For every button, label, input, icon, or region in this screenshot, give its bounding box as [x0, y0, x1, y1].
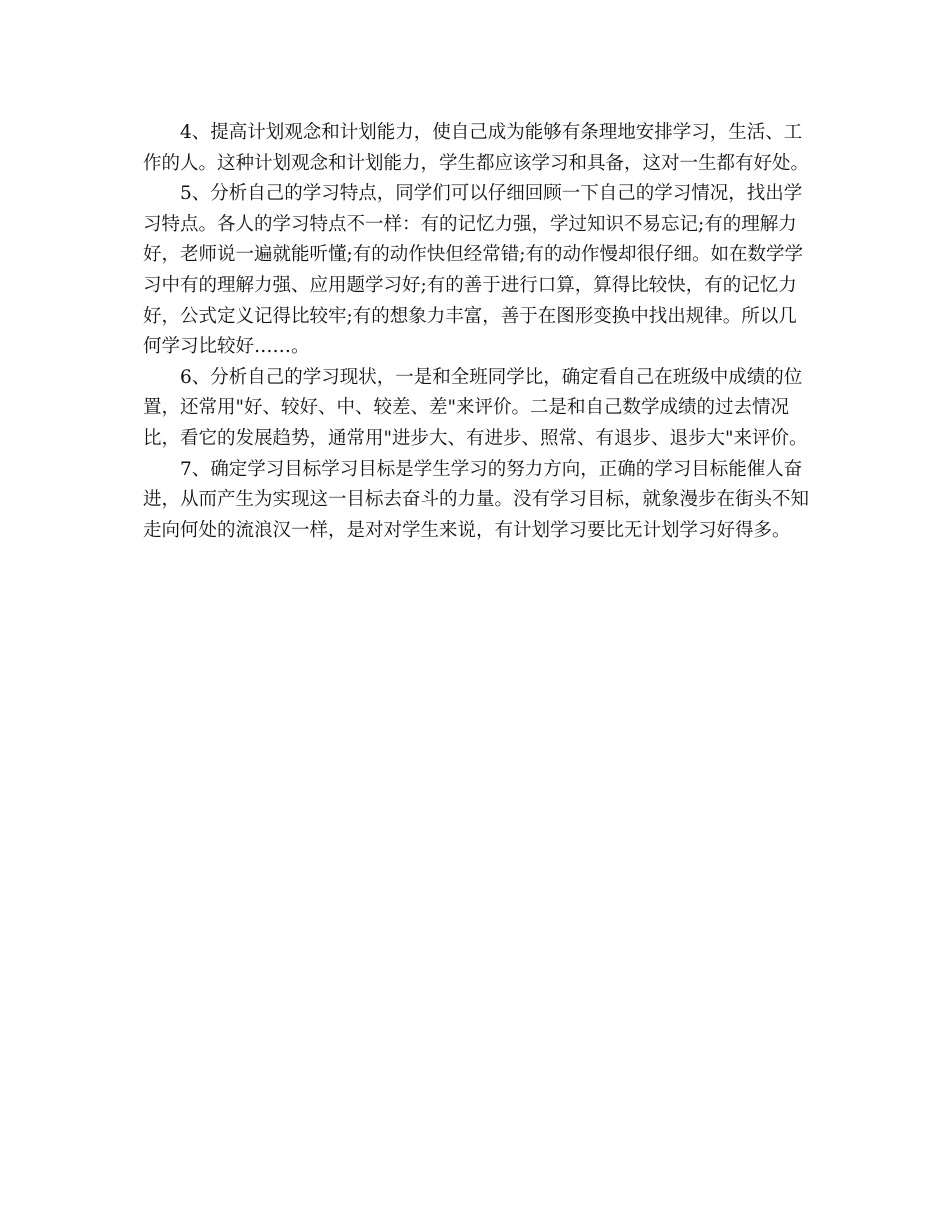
paragraph-6: 6、分析自己的学习现状，一是和全班同学比，确定看自己在班级中成绩的位置，还常用"好、较好、中、较差、差"来评价。二是和自己数学成绩的过去情况比，看它的发展趋势，通常用"进步大、有进步、照常、有退步、退步大"来评价。: [143, 366, 808, 449]
paragraph-4: 4、提高计划观念和计划能力，使自己成为能够有条理地安排学习，生活、工作的人。这种计划观念和计划能力，学生都应该学习和具备，这对一生都有好处。: [143, 122, 810, 174]
document-body: [143, 118, 811, 546]
paragraph-5: 5、分析自己的学习特点，同学们可以仔细回顾一下自己的学习情况，找出学习特点。各人的学习特点不一样：有的记忆力强，学过知识不易忘记;有的理解力好，老师说一遍就能听懂;有的动作快但经常错;有的动作慢却很仔细。如在数学学习中有的理解力强、应用题学习好;有的善于进行口算，算得比较快，有的记忆力好，公式定义记得比较牢;有的想象力丰富，善于在图形变换中找出规律。所以几何学习比较好……。: [143, 183, 803, 358]
paragraph-7: 7、确定学习目标学习目标是学生学习的努力方向，正确的学习目标能催人奋进，从而产生为实现这一目标去奋斗的力量。没有学习目标，就象漫步在街头不知走向何处的流浪汉一样，是对对学生来说，有计划学习要比无计划学习好得多。: [143, 458, 810, 541]
